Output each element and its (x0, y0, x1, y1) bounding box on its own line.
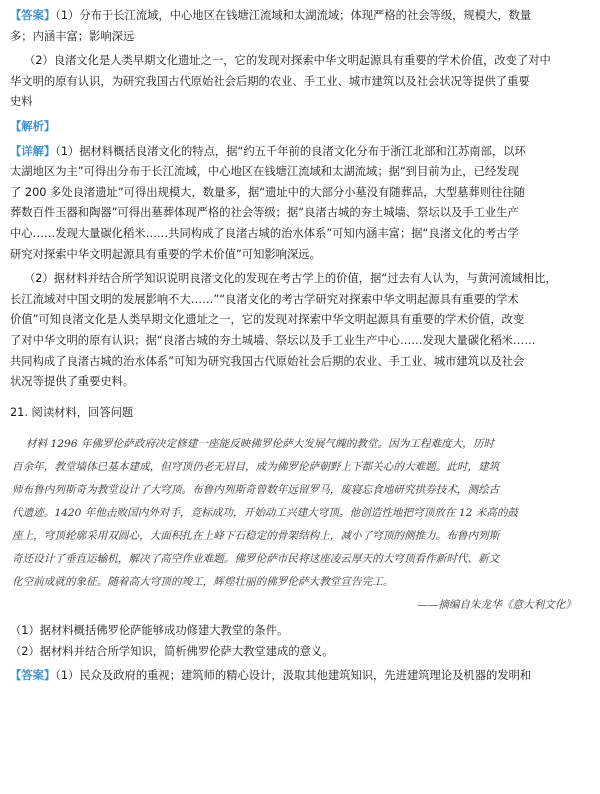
answer-2-line-3: 史料 (10, 95, 33, 109)
detail-2-line-1: （2）据材料并结合所学知识说明良渚文化的发现在考古学上的价值，据“过去有人认为，与黄河流域相比， (24, 272, 557, 286)
material-line: 百余年，教堂墙体已基本建成，但穹顶仍老无眉目，成为佛罗伦萨朝野上下都关心的大难题。此时，建筑 (12, 461, 500, 474)
detail-line-3: 了 200 多处良渚遗址”可得出规模大，数量多，据“遗址中的大部分小墓没有随葬品，大型墓葬则往往随 (10, 185, 525, 199)
material-line: 材料 1296 年佛罗伦萨政府决定修建一座能反映佛罗伦萨大发展气魄的教堂。因为工程难度大，历时 (26, 438, 495, 451)
material-line: 代遗迹。1420 年他击败国内外对手，竞标成功，开始动工兴建大穹顶。他创造性地把穹顶放在 12 米高的鼓 (12, 507, 519, 520)
detail-line-5: 中心……发现大量碳化稻米……共同构成了良渚古城的治水体系”可知内涵丰富；据“良渚文化的考古学 (10, 226, 519, 240)
q21-answer-line-1 (10, 666, 590, 687)
material-line: 化空前成就的象征。随着高大穹顶的竣工，辉煌壮丽的佛罗伦萨大教堂宣告完工。 (12, 576, 394, 589)
material-block (10, 429, 590, 617)
detail-2-line-4: 了对中华文明的原有认识；据“良渚古城的夯土城墙、祭坛以及手工业生产中心……发现大量碳化稻米…… (10, 333, 536, 347)
detail-line-2: 太湖地区为主”可得出分布于长江流域，中心地区在钱塘江流域和太湖流域；据“到目前为止，已经发现 (10, 165, 519, 179)
detail-2-line-2: 长江流域对中国文明的发展影响不大……”“良渚文化的考古学研究对探索中华文明起源具有重要的学术 (10, 292, 519, 306)
detail-line-4: 葬数百件玉器和陶器”可得出墓葬体现严格的社会等级；据“良渚古城的夯土城墙、祭坛以及手工业生产 (10, 206, 519, 220)
q21-answer-tag: 【答案】 (10, 669, 56, 683)
answer-tag: 【答案】 (10, 9, 56, 22)
material-line: 师布鲁内列斯奇为教堂设计了大穹顶。布鲁内列斯奇曾数年远留罗马，废寝忘食地研究拱券技术，测绘古 (12, 484, 500, 497)
sub-question-1: （1）据材料概括佛罗伦萨能够成功修建大教堂的条件。 (10, 624, 289, 638)
answer-1-line-2: 多；内涵丰富；影响深远 (10, 29, 135, 43)
answer-2-line-1: （2）良渚文化是人类早期文化遗址之一，它的发现对探索中华文明起源具有重要的学术价值，改变了对中 (24, 54, 551, 68)
detail-line-6: 研究对探索中华文明起源具有重要的学术价值”可知影响深远。 (10, 247, 321, 261)
detail-2-line-5: 共同构成了良渚古城的治水体系”可知为研究我国古代原始社会后期的农业、手工业、城市建筑以及社会 (10, 354, 525, 368)
detail-2-line-3: 价值”可知良渚文化是人类早期文化遗址之一，它的发现对探索中华文明起源具有重要的学术价值，改变 (10, 313, 525, 327)
detail-text: （1）据材料概括良渚文化的特点，据“约五千年前的良渚文化分布于浙江北部和江苏南部，以环 (55, 144, 526, 158)
detail-tag: 【详解】 (10, 144, 56, 158)
material-line: 奇还设计了垂直运输机，解决了高空作业难题。佛罗伦萨市民将这座凌云厚天的大穹顶看作新时代、新文 (12, 553, 500, 566)
answer-2-line-2: 华文明的原有认识，为研究我国古代原始社会后期的农业、手工业、城市建筑以及社会状况等提供了重要 (10, 74, 530, 88)
answer-text: （1）分布于长江流域，中心地区在钱塘江流域和太湖流域；体现严格的社会等级，规模大，数量 (55, 9, 532, 22)
analysis-heading (10, 117, 590, 138)
question-21-heading: 21. 阅读材料，回答问题 (10, 405, 134, 419)
q21-answer-text: （1）民众及政府的重视；建筑师的精心设计，汲取其他建筑知识，先进建筑理论及机器的发明和 (55, 669, 532, 683)
material-source: ——摘编自朱龙华《意大利文化》 (417, 599, 576, 612)
detail-line-1 (10, 142, 590, 163)
material-line: 座上，穹顶轮廓采用双圆心，大面积扎在上峰下石稳定的骨架结构上，减小了穹顶的侧推力。布鲁内列斯 (12, 530, 500, 543)
analysis-tag: 【解析】 (10, 119, 56, 133)
sub-question-2: （2）据材料并结合所学知识，简析佛罗伦萨大教堂建成的意义。 (10, 644, 334, 658)
answer-1-line-1 (10, 6, 590, 27)
detail-2-line-6: 状况等提供了重要史料。 (10, 375, 135, 389)
